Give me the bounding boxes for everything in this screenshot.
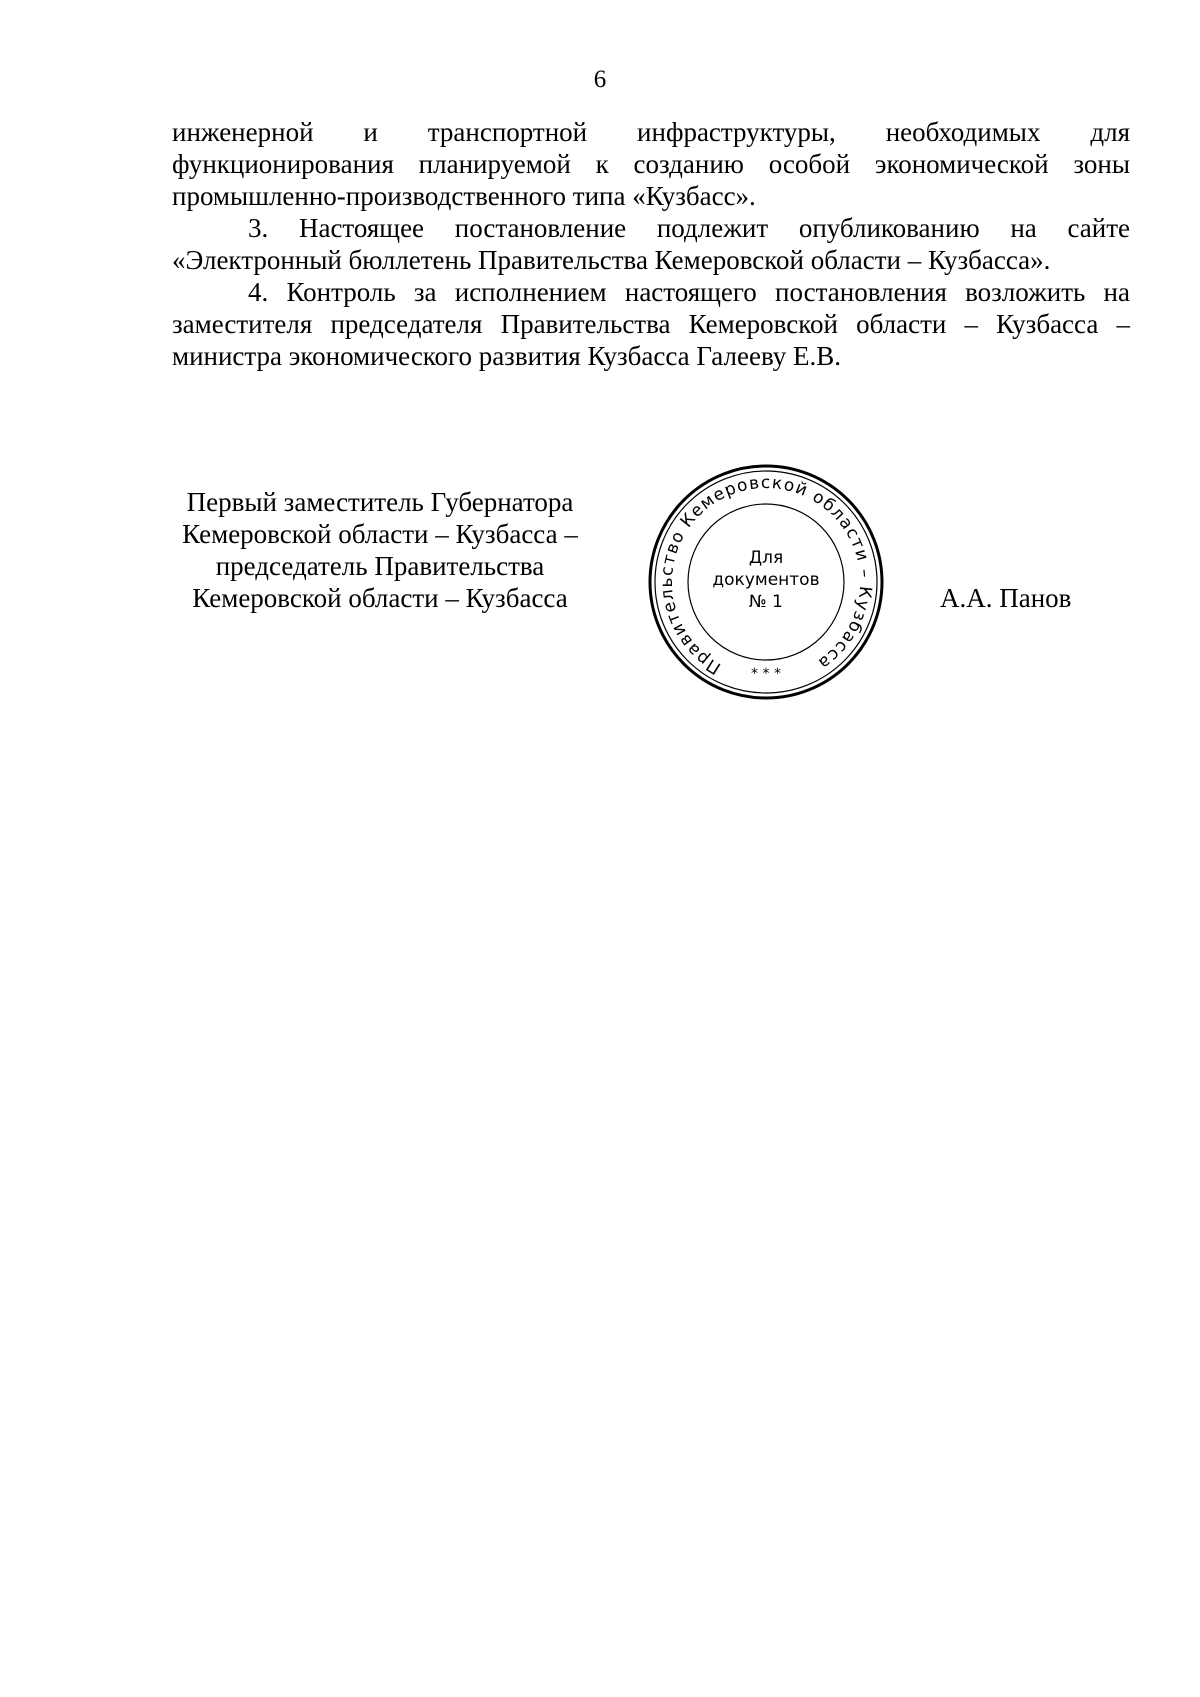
paragraph-3-line: «Электронный бюллетень Правительства Кемеровской области – Кузбасса». <box>172 245 1051 275</box>
stamp-ring-textpath: Правительство Кемеровской области – Кузбасса <box>656 472 876 678</box>
body-line: инженерной и транспортной инфраструктуры, необходимых для <box>172 117 1130 147</box>
document-body <box>172 116 1130 372</box>
stamp-stars: * * * <box>751 666 781 682</box>
body-line: промышленно-производственного типа «Кузбасс». <box>172 181 756 211</box>
paragraph-3-line: 3. Настоящее постановление подлежит опубликованию на сайте <box>248 213 1130 243</box>
page-number: 6 <box>593 66 607 93</box>
stamp-center-line: Для <box>748 548 784 568</box>
paragraph-4-line: министра экономического развития Кузбасса Галееву Е.В. <box>172 341 842 371</box>
stamp-center-line: документов <box>712 570 820 590</box>
stamp-center-line: № 1 <box>749 592 783 612</box>
signatory-title <box>150 486 610 614</box>
signatory-title-line: Кемеровской области – Кузбасса – <box>182 519 578 549</box>
signatory-title-line: Кемеровской области – Кузбасса <box>192 583 568 613</box>
paragraph-4-line: заместителя председателя Правительства Кемеровской области – Кузбасса – <box>172 309 1130 339</box>
signatory-title-line: председатель Правительства <box>215 551 545 581</box>
paragraph-4-line: 4. Контроль за исполнением настоящего постановления возложить на <box>248 277 1130 307</box>
body-line: функционирования планируемой к созданию особой экономической зоны <box>172 149 1130 179</box>
signer-name: А.А. Панов <box>940 583 1072 613</box>
official-stamp <box>646 462 886 702</box>
signatory-title-line: Первый заместитель Губернатора <box>186 487 574 517</box>
